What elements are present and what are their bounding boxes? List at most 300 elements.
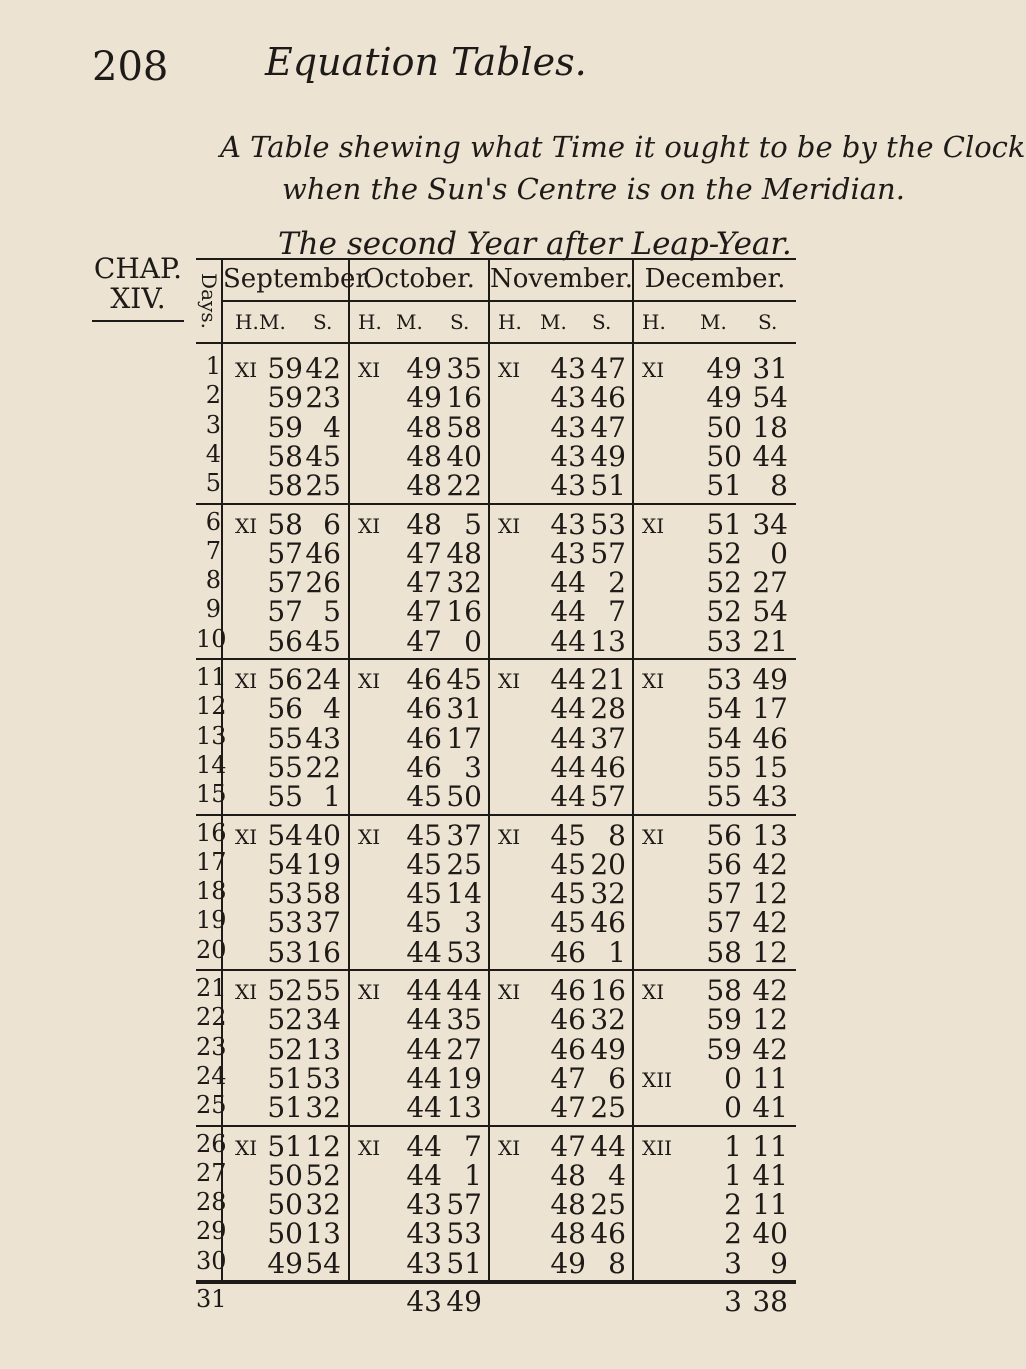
group-rule bbox=[350, 503, 488, 505]
second-value: 12 bbox=[752, 935, 788, 969]
day-number: 13 bbox=[196, 721, 227, 750]
minute-value: 52 bbox=[706, 536, 742, 570]
second-value: 50 bbox=[446, 780, 482, 814]
month-rule bbox=[634, 300, 796, 302]
second-value: 11 bbox=[752, 1061, 788, 1095]
second-value: 47 bbox=[590, 352, 626, 385]
minute-value: 59 bbox=[267, 381, 303, 415]
second-value: 49 bbox=[590, 1032, 626, 1066]
minute-value: 50 bbox=[267, 1158, 303, 1192]
minute-value: 44 bbox=[406, 1061, 442, 1095]
day-number: 1 bbox=[205, 352, 221, 380]
minute-value: 49 bbox=[267, 1246, 303, 1280]
day-number: 19 bbox=[196, 906, 227, 935]
minute-value: 53 bbox=[267, 877, 303, 911]
minute-value: 2 bbox=[724, 1217, 742, 1251]
second-value: 40 bbox=[305, 818, 341, 852]
minute-value: 45 bbox=[406, 906, 442, 940]
second-value: 45 bbox=[305, 439, 341, 473]
minute-value: 3 bbox=[724, 1285, 742, 1318]
minute-value: 46 bbox=[550, 1032, 586, 1066]
second-value: 13 bbox=[305, 1217, 341, 1251]
minute-value: 51 bbox=[706, 507, 742, 541]
hour-value: XI bbox=[235, 358, 258, 382]
group-rule bbox=[490, 814, 632, 816]
second-value: 52 bbox=[305, 1158, 341, 1192]
second-value: 21 bbox=[752, 624, 788, 658]
minute-value: 58 bbox=[267, 469, 303, 503]
second-value: 46 bbox=[590, 906, 626, 940]
minute-value: 58 bbox=[706, 974, 742, 1007]
month-column-october bbox=[350, 260, 490, 1318]
hour-value: XI bbox=[358, 980, 381, 1004]
minute-value: 46 bbox=[406, 663, 442, 696]
second-value: 26 bbox=[305, 566, 341, 600]
day-number: 8 bbox=[205, 566, 221, 595]
day-number: 21 bbox=[196, 974, 227, 1002]
minute-value: 48 bbox=[406, 469, 442, 503]
minute-value: 51 bbox=[267, 1061, 303, 1095]
second-value: 42 bbox=[752, 1032, 788, 1066]
second-value: 41 bbox=[752, 1158, 788, 1192]
second-value: 57 bbox=[590, 780, 626, 814]
second-value: 22 bbox=[305, 750, 341, 784]
header-rule bbox=[350, 342, 488, 344]
second-value: 13 bbox=[590, 624, 626, 658]
chapter-marker bbox=[92, 254, 184, 326]
minute-value: 44 bbox=[406, 974, 442, 1007]
second-value: 37 bbox=[305, 906, 341, 940]
minute-value: 43 bbox=[550, 507, 586, 541]
second-value: 55 bbox=[305, 974, 341, 1007]
second-value: 42 bbox=[752, 974, 788, 1007]
second-value: 6 bbox=[608, 1061, 626, 1095]
minute-value: 46 bbox=[550, 974, 586, 1007]
day-number: 31 bbox=[196, 1285, 227, 1313]
day-number: 12 bbox=[196, 692, 227, 721]
day-number: 26 bbox=[196, 1129, 227, 1158]
second-value: 44 bbox=[752, 439, 788, 473]
minute-value: 58 bbox=[267, 507, 303, 541]
month-rule bbox=[350, 300, 488, 302]
minute-value: 46 bbox=[406, 692, 442, 726]
second-value: 1 bbox=[464, 1158, 482, 1192]
day-number: 11 bbox=[196, 663, 227, 691]
second-value: 49 bbox=[752, 663, 788, 696]
minute-value: 50 bbox=[267, 1188, 303, 1222]
second-value: 25 bbox=[305, 469, 341, 503]
minute-value: 44 bbox=[550, 624, 586, 658]
second-value: 28 bbox=[590, 692, 626, 726]
hour-value: XI bbox=[358, 358, 381, 382]
minute-value: 43 bbox=[550, 469, 586, 503]
unit-hours: H. bbox=[498, 310, 522, 334]
group-rule bbox=[350, 1280, 488, 1282]
minute-value: 53 bbox=[267, 935, 303, 969]
second-value: 17 bbox=[446, 721, 482, 755]
minute-value: 47 bbox=[550, 1061, 586, 1095]
second-value: 54 bbox=[752, 595, 788, 629]
minute-value: 56 bbox=[706, 818, 742, 852]
table-subtitle: The second Year after Leap-Year. bbox=[278, 226, 792, 262]
second-value: 46 bbox=[305, 536, 341, 570]
group-rule bbox=[634, 1125, 796, 1127]
group-rule bbox=[634, 1280, 796, 1282]
group-rule bbox=[223, 814, 348, 816]
second-value: 25 bbox=[590, 1188, 626, 1222]
second-value: 44 bbox=[590, 1129, 626, 1163]
hour-value: XI bbox=[642, 980, 665, 1004]
minute-value: 52 bbox=[267, 1032, 303, 1066]
days-header-label: Days. bbox=[196, 273, 221, 329]
second-value: 49 bbox=[590, 439, 626, 473]
month-name: October. bbox=[363, 264, 475, 294]
minute-value: 48 bbox=[406, 439, 442, 473]
hour-value: XI bbox=[235, 1135, 258, 1160]
day-number: 7 bbox=[205, 536, 221, 565]
minute-value: 47 bbox=[406, 624, 442, 658]
hour-value: XI bbox=[358, 824, 381, 849]
second-value: 46 bbox=[752, 721, 788, 755]
day-number: 24 bbox=[196, 1061, 227, 1090]
minute-value: 43 bbox=[406, 1217, 442, 1251]
day-number: 28 bbox=[196, 1188, 227, 1217]
hour-value: XI bbox=[642, 824, 665, 849]
minute-value: 54 bbox=[706, 692, 742, 726]
second-value: 13 bbox=[752, 818, 788, 852]
day-number: 6 bbox=[205, 507, 221, 536]
minute-value: 59 bbox=[267, 410, 303, 444]
minute-value: 43 bbox=[406, 1246, 442, 1280]
hour-value: XI bbox=[235, 669, 258, 693]
minute-value: 47 bbox=[550, 1129, 586, 1163]
hour-value: XI bbox=[498, 824, 521, 849]
unit-minutes: M. bbox=[396, 310, 423, 334]
equation-table bbox=[196, 258, 796, 1318]
group-rule bbox=[490, 1125, 632, 1127]
day-number: 20 bbox=[196, 935, 227, 964]
minute-value: 57 bbox=[267, 566, 303, 600]
second-value: 0 bbox=[464, 624, 482, 658]
minute-value: 48 bbox=[406, 507, 442, 541]
header-rule bbox=[196, 342, 221, 344]
second-value: 44 bbox=[446, 974, 482, 1007]
minute-value: 57 bbox=[706, 906, 742, 940]
hour-value: XII bbox=[642, 1067, 673, 1092]
group-rule bbox=[196, 658, 221, 660]
group-rule bbox=[634, 814, 796, 816]
second-value: 54 bbox=[305, 1246, 341, 1280]
minute-value: 51 bbox=[267, 1091, 303, 1125]
second-value: 23 bbox=[305, 381, 341, 415]
second-value: 11 bbox=[752, 1129, 788, 1163]
minute-value: 56 bbox=[267, 692, 303, 726]
second-value: 42 bbox=[752, 906, 788, 940]
second-value: 8 bbox=[608, 1246, 626, 1280]
minute-value: 1 bbox=[724, 1158, 742, 1192]
header-rule bbox=[634, 342, 796, 344]
second-value: 24 bbox=[305, 663, 341, 696]
minute-value: 53 bbox=[706, 624, 742, 658]
minute-value: 59 bbox=[267, 352, 303, 385]
minute-value: 44 bbox=[406, 1003, 442, 1037]
unit-seconds: S. bbox=[592, 310, 612, 334]
second-value: 1 bbox=[608, 935, 626, 969]
group-rule bbox=[490, 1280, 632, 1282]
second-value: 57 bbox=[446, 1188, 482, 1222]
unit-minutes: M. bbox=[540, 310, 567, 334]
unit-seconds: S. bbox=[450, 310, 470, 334]
minute-value: 44 bbox=[550, 780, 586, 814]
minute-value: 45 bbox=[406, 780, 442, 814]
day-number: 27 bbox=[196, 1158, 227, 1187]
minute-value: 47 bbox=[550, 1091, 586, 1125]
unit-hours: H. bbox=[642, 310, 666, 334]
second-value: 7 bbox=[464, 1129, 482, 1163]
second-value: 32 bbox=[305, 1091, 341, 1125]
second-value: 37 bbox=[590, 721, 626, 755]
minute-value: 43 bbox=[406, 1285, 442, 1318]
minute-value: 54 bbox=[267, 847, 303, 881]
hour-value: XI bbox=[498, 513, 521, 538]
second-value: 4 bbox=[323, 692, 341, 726]
minute-value: 47 bbox=[406, 566, 442, 600]
minute-value: 50 bbox=[706, 439, 742, 473]
hour-value: XI bbox=[498, 358, 521, 382]
minute-value: 51 bbox=[706, 469, 742, 503]
second-value: 31 bbox=[446, 692, 482, 726]
second-value: 46 bbox=[590, 381, 626, 415]
second-value: 16 bbox=[446, 595, 482, 629]
minute-value: 44 bbox=[550, 663, 586, 696]
hour-value: XI bbox=[498, 980, 521, 1004]
minute-value: 52 bbox=[706, 595, 742, 629]
minute-value: 45 bbox=[550, 847, 586, 881]
second-value: 8 bbox=[608, 818, 626, 852]
second-value: 25 bbox=[590, 1091, 626, 1125]
second-value: 53 bbox=[446, 1217, 482, 1251]
minute-value: 55 bbox=[267, 780, 303, 814]
second-value: 9 bbox=[770, 1246, 788, 1280]
hour-value: XI bbox=[358, 513, 381, 538]
month-column-december bbox=[634, 260, 796, 1318]
day-number: 23 bbox=[196, 1032, 227, 1061]
group-rule bbox=[223, 969, 348, 971]
second-value: 27 bbox=[752, 566, 788, 600]
chapter-number: XIV. bbox=[110, 282, 166, 315]
minute-value: 56 bbox=[267, 663, 303, 696]
day-number: 5 bbox=[205, 469, 221, 498]
minute-value: 47 bbox=[406, 595, 442, 629]
minute-value: 49 bbox=[406, 381, 442, 415]
month-name: November. bbox=[490, 264, 633, 294]
hour-value: XII bbox=[642, 1135, 673, 1160]
second-value: 14 bbox=[446, 877, 482, 911]
day-number: 4 bbox=[205, 439, 221, 468]
group-rule bbox=[196, 1125, 221, 1127]
second-value: 32 bbox=[305, 1188, 341, 1222]
minute-value: 45 bbox=[406, 847, 442, 881]
second-value: 15 bbox=[752, 750, 788, 784]
month-column-september bbox=[223, 260, 374, 1282]
hour-value: XI bbox=[235, 824, 258, 849]
unit-minutes: M. bbox=[700, 310, 727, 334]
minute-value: 46 bbox=[550, 935, 586, 969]
second-value: 34 bbox=[752, 507, 788, 541]
minute-value: 55 bbox=[706, 750, 742, 784]
hour-value: XI bbox=[642, 669, 665, 693]
second-value: 21 bbox=[590, 663, 626, 696]
day-number: 25 bbox=[196, 1091, 227, 1120]
minute-value: 44 bbox=[406, 1032, 442, 1066]
minute-value: 44 bbox=[550, 595, 586, 629]
second-value: 5 bbox=[464, 507, 482, 541]
group-rule bbox=[490, 503, 632, 505]
minute-value: 58 bbox=[706, 935, 742, 969]
unit-seconds: S. bbox=[758, 310, 778, 334]
minute-value: 53 bbox=[706, 663, 742, 696]
day-number: 14 bbox=[196, 750, 227, 779]
second-value: 53 bbox=[305, 1061, 341, 1095]
minute-value: 44 bbox=[550, 721, 586, 755]
minute-value: 50 bbox=[267, 1217, 303, 1251]
second-value: 17 bbox=[752, 692, 788, 726]
minute-value: 57 bbox=[267, 595, 303, 629]
group-rule bbox=[490, 969, 632, 971]
group-rule bbox=[350, 1125, 488, 1127]
second-value: 43 bbox=[752, 780, 788, 814]
second-value: 22 bbox=[446, 469, 482, 503]
second-value: 3 bbox=[464, 750, 482, 784]
minute-value: 55 bbox=[267, 721, 303, 755]
minute-value: 49 bbox=[706, 381, 742, 415]
minute-value: 43 bbox=[550, 439, 586, 473]
minute-value: 43 bbox=[550, 536, 586, 570]
second-value: 13 bbox=[446, 1091, 482, 1125]
second-value: 43 bbox=[305, 721, 341, 755]
minute-value: 46 bbox=[550, 1003, 586, 1037]
second-value: 47 bbox=[590, 410, 626, 444]
minute-value: 44 bbox=[406, 1091, 442, 1125]
minute-value: 44 bbox=[406, 1158, 442, 1192]
second-value: 12 bbox=[752, 877, 788, 911]
day-number: 17 bbox=[196, 847, 227, 876]
second-value: 19 bbox=[446, 1061, 482, 1095]
month-name: September. bbox=[223, 264, 374, 294]
unit-hours: H. bbox=[358, 310, 382, 334]
day-number: 22 bbox=[196, 1003, 227, 1032]
minute-value: 52 bbox=[267, 1003, 303, 1037]
group-rule bbox=[223, 1125, 348, 1127]
minute-value: 45 bbox=[406, 818, 442, 852]
hour-value: XI bbox=[358, 669, 381, 693]
second-value: 41 bbox=[752, 1091, 788, 1125]
second-value: 53 bbox=[590, 507, 626, 541]
second-value: 16 bbox=[305, 935, 341, 969]
minute-value: 51 bbox=[267, 1129, 303, 1163]
group-rule bbox=[634, 658, 796, 660]
page-number: 208 bbox=[92, 44, 169, 90]
minute-value: 48 bbox=[406, 410, 442, 444]
second-value: 54 bbox=[752, 381, 788, 415]
second-value: 12 bbox=[752, 1003, 788, 1037]
second-value: 49 bbox=[446, 1285, 482, 1318]
second-value: 18 bbox=[752, 410, 788, 444]
second-value: 34 bbox=[305, 1003, 341, 1037]
header-rule bbox=[490, 342, 632, 344]
day-number: 15 bbox=[196, 780, 227, 809]
day-number: 29 bbox=[196, 1217, 227, 1246]
minute-value: 44 bbox=[550, 692, 586, 726]
minute-value: 3 bbox=[724, 1246, 742, 1280]
minute-value: 56 bbox=[706, 847, 742, 881]
table-title-line2: when the Sun's Centre is on the Meridian. bbox=[282, 172, 905, 206]
day-number: 10 bbox=[196, 624, 227, 653]
second-value: 3 bbox=[464, 906, 482, 940]
second-value: 46 bbox=[590, 750, 626, 784]
minute-value: 44 bbox=[550, 566, 586, 600]
second-value: 45 bbox=[305, 624, 341, 658]
minute-value: 58 bbox=[267, 439, 303, 473]
second-value: 27 bbox=[446, 1032, 482, 1066]
minute-value: 46 bbox=[406, 750, 442, 784]
minute-value: 43 bbox=[550, 352, 586, 385]
minute-value: 46 bbox=[406, 721, 442, 755]
header-rule bbox=[223, 342, 348, 344]
day-number: 18 bbox=[196, 877, 227, 906]
days-header bbox=[196, 260, 221, 342]
second-value: 45 bbox=[446, 663, 482, 696]
minute-value: 45 bbox=[550, 906, 586, 940]
unit-hours: H. bbox=[235, 310, 259, 334]
minute-value: 48 bbox=[550, 1188, 586, 1222]
second-value: 51 bbox=[446, 1246, 482, 1280]
hour-value: XI bbox=[358, 1135, 381, 1160]
minute-value: 55 bbox=[706, 780, 742, 814]
second-value: 12 bbox=[305, 1129, 341, 1163]
month-column-november bbox=[490, 260, 634, 1282]
second-value: 4 bbox=[608, 1158, 626, 1192]
group-rule bbox=[350, 814, 488, 816]
second-value: 58 bbox=[305, 877, 341, 911]
second-value: 0 bbox=[770, 536, 788, 570]
hour-value: XI bbox=[498, 1135, 521, 1160]
second-value: 11 bbox=[752, 1188, 788, 1222]
second-value: 32 bbox=[590, 1003, 626, 1037]
second-value: 16 bbox=[446, 381, 482, 415]
second-value: 25 bbox=[446, 847, 482, 881]
group-rule bbox=[490, 658, 632, 660]
day-number: 3 bbox=[205, 410, 221, 439]
chapter-label: CHAP. bbox=[93, 252, 183, 285]
group-rule bbox=[634, 969, 796, 971]
hour-value: XI bbox=[235, 980, 258, 1004]
second-value: 38 bbox=[752, 1285, 788, 1318]
second-value: 31 bbox=[752, 352, 788, 385]
group-rule bbox=[223, 658, 348, 660]
second-value: 46 bbox=[590, 1217, 626, 1251]
group-rule bbox=[196, 503, 221, 505]
second-value: 16 bbox=[590, 974, 626, 1007]
second-value: 20 bbox=[590, 847, 626, 881]
second-value: 1 bbox=[323, 780, 341, 814]
minute-value: 0 bbox=[724, 1091, 742, 1125]
minute-value: 57 bbox=[706, 877, 742, 911]
minute-value: 43 bbox=[406, 1188, 442, 1222]
unit-seconds: S. bbox=[313, 310, 333, 334]
running-head: Equation Tables. bbox=[265, 40, 587, 84]
minute-value: 49 bbox=[406, 352, 442, 385]
